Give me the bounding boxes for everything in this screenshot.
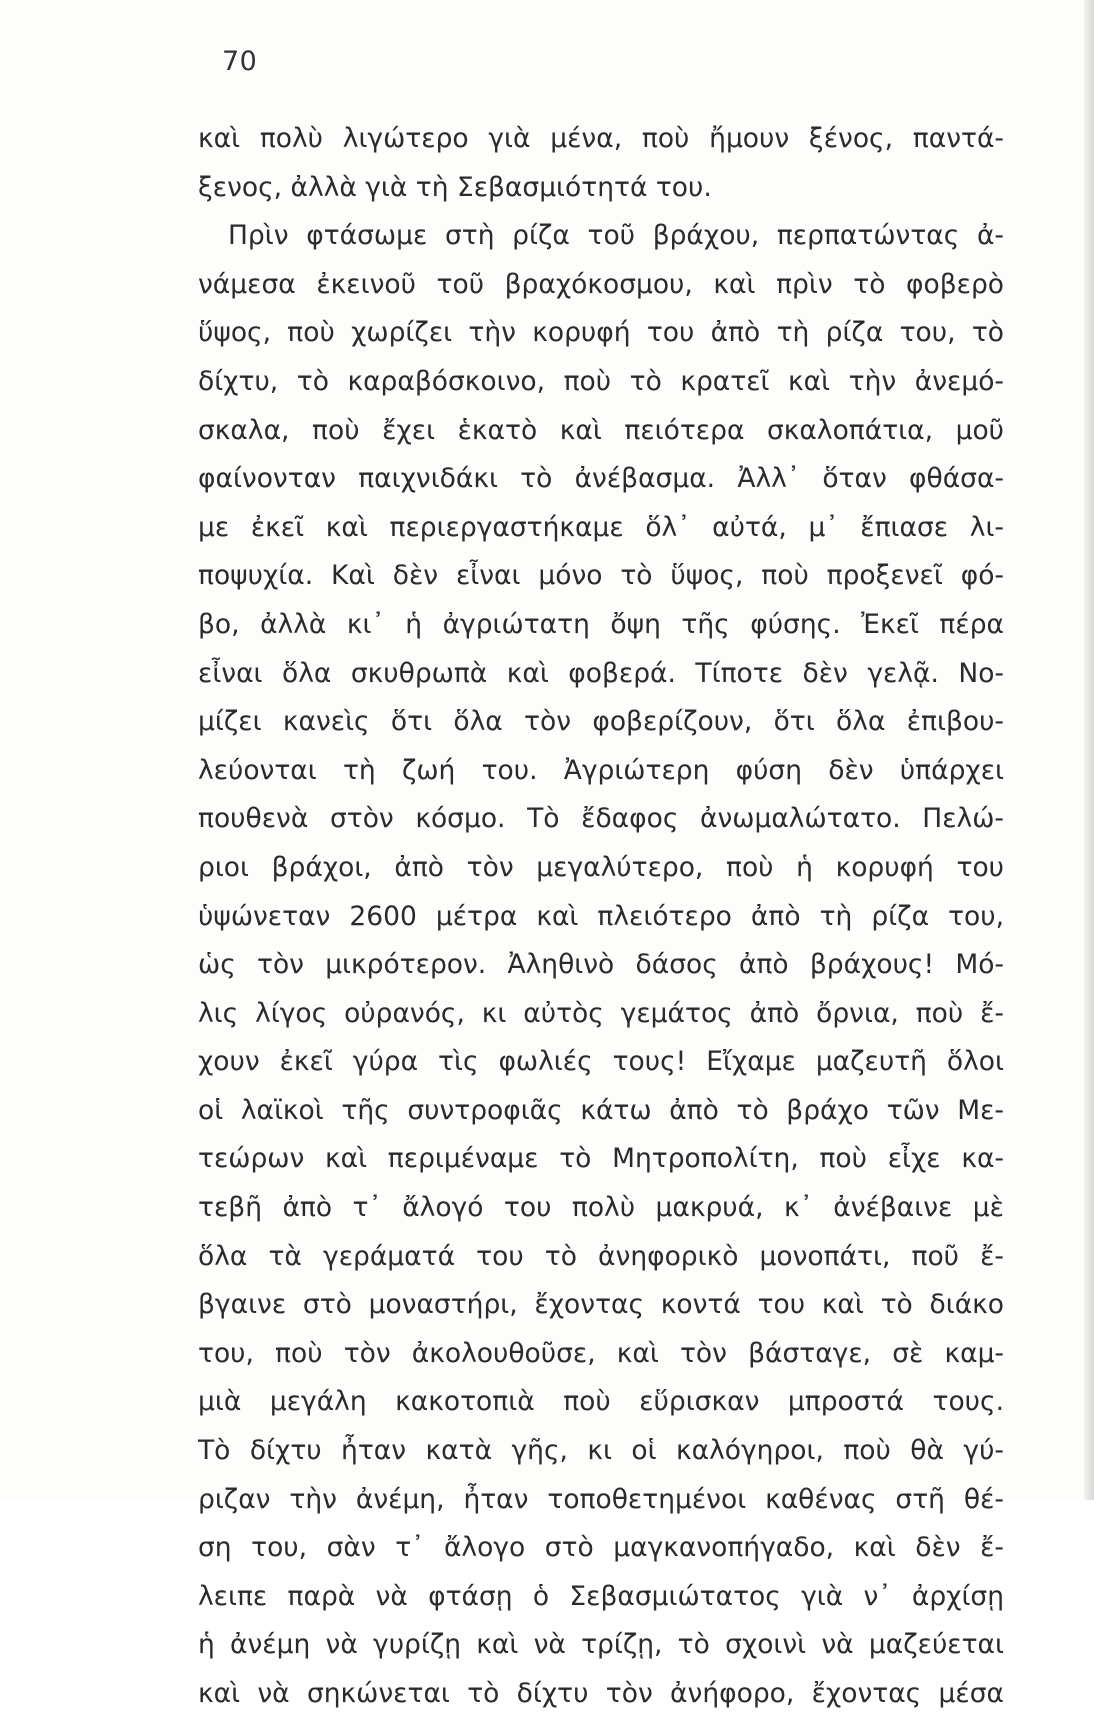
text-line: εἶναι ὅλα σκυθρωπὰ καὶ φοβερά. Τίποτε δὲν γελᾷ. Νο- xyxy=(198,657,1004,689)
text-line: ὑψώνεταν 2600 μέτρα καὶ πλειότερο ἀπὸ τὴ ρίζα του, xyxy=(198,900,1004,932)
text-line: φαίνονταν παιχνιδάκι τὸ ἀνέβασμα. Ἀλλ᾿ ὅταν φθάσα- xyxy=(198,463,1004,495)
text-line: του, ποὺ τὸν ἀκολουθοῦσε, καὶ τὸν βάσταγε, σὲ καμ- xyxy=(198,1337,1004,1369)
text-line: ριζαν τὴν ἀνέμη, ἦταν τοποθετημένοι καθένας στῆ θέ- xyxy=(198,1483,1004,1515)
text-line: ξενος, ἀλλὰ γιὰ τὴ Σεβασμιότητά του. xyxy=(198,171,712,203)
text-line: με ἐκεῖ καὶ περιεργαστήκαμε ὅλ᾿ αὐτά, μ᾿ ἔπιασε λι- xyxy=(198,511,1004,543)
text-line: λεύονται τὴ ζωή του. Ἀγριώτερη φύση δὲν ὑπάρχει xyxy=(198,754,1004,786)
text-line: μίζει κανεὶς ὅτι ὅλα τὸν φοβερίζουν, ὅτι ὅλα ἐπιβου- xyxy=(198,706,1004,738)
text-line: σκαλα, ποὺ ἔχει ἑκατὸ καὶ πειότερα σκαλοπάτια, μοῦ xyxy=(198,414,1004,446)
text-line: χουν ἐκεῖ γύρα τὶς φωλιές τους! Εἴχαμε μαζευτῆ ὅλοι xyxy=(198,1046,1004,1078)
text-line: λις λίγος οὐρανός, κι αὐτὸς γεμάτος ἀπὸ ὄρνια, ποὺ ἔ- xyxy=(198,997,1004,1029)
page-edge-shadow xyxy=(1084,0,1094,1500)
text-line: μιὰ μεγάλη κακοτοπιὰ ποὺ εὕρισκαν μπροστά τους. xyxy=(198,1386,1004,1418)
text-line: δίχτυ, τὸ καραβόσκοινο, ποὺ τὸ κρατεῖ καὶ τὴν ἀνεμό- xyxy=(198,365,1004,397)
text-line: ριοι βράχοι, ἀπὸ τὸν μεγαλύτερο, ποὺ ἡ κορυφή του xyxy=(198,851,1004,883)
text-line: ἡ ἀνέμη νὰ γυρίζῃ καὶ νὰ τρίζῃ, τὸ σχοινὶ νὰ μαζεύεται xyxy=(198,1629,1004,1661)
text-line: πουθενὰ στὸν κόσμο. Τὸ ἔδαφος ἀνωμαλώτατο. Πελώ- xyxy=(198,803,1004,835)
body-text xyxy=(198,115,1004,1719)
text-line: καὶ νὰ σηκώνεται τὸ δίχτυ τὸν ἀνήφορο, ἔχοντας μέσα xyxy=(198,1678,1004,1709)
text-line: νάμεσα ἐκεινοῦ τοῦ βραχόκοσμου, καὶ πρὶν τὸ φοβερὸ xyxy=(198,268,1004,300)
text-line: ὡς τὸν μικρότερον. Ἀληθινὸ δάσος ἀπὸ βράχους! Μό- xyxy=(198,949,1004,981)
text-line: καὶ πολὺ λιγώτερο γιὰ μένα, ποὺ ἤμουν ξένος, παντά- xyxy=(198,123,1004,154)
text-line: βο, ἀλλὰ κι᾿ ἡ ἀγριώτατη ὄψη τῆς φύσης. Ἐκεῖ πέρα xyxy=(198,608,1004,640)
text-line: Πρὶν φτάσωμε στὴ ρίζα τοῦ βράχου, περπατώντας ἀ- xyxy=(228,220,1004,252)
text-line: ποψυχία. Καὶ δὲν εἶναι μόνο τὸ ὕψος, ποὺ προξενεῖ φό- xyxy=(198,560,1004,592)
page-number: 70 xyxy=(222,46,258,77)
text-line: ὅλα τὰ γεράματά του τὸ ἀνηφορικὸ μονοπάτι, ποῦ ἔ- xyxy=(198,1240,1004,1272)
text-line: λειπε παρὰ νὰ φτάσῃ ὁ Σεβασμιώτατος γιὰ ν᾿ ἀρχίσῃ xyxy=(198,1580,1004,1612)
text-line: Τὸ δίχτυ ἦταν κατὰ γῆς, κι οἱ καλόγηροι, ποὺ θὰ γύ- xyxy=(198,1435,1004,1467)
text-line: ὕψος, ποὺ χωρίζει τὴν κορυφή του ἀπὸ τὴ ρίζα του, τὸ xyxy=(198,317,1004,349)
text-line: τεβῆ ἀπὸ τ᾿ ἄλογό του πολὺ μακρυά, κ᾿ ἀνέβαινε μὲ xyxy=(198,1192,1004,1224)
text-line: ση του, σὰν τ᾿ ἄλογο στὸ μαγκανοπήγαδο, καὶ δὲν ἔ- xyxy=(198,1532,1004,1564)
text-line: τεώρων καὶ περιμέναμε τὸ Μητροπολίτη, ποὺ εἶχε κα- xyxy=(198,1143,1004,1175)
text-line: βγαινε στὸ μοναστήρι, ἔχοντας κοντά του καὶ τὸ διάκο xyxy=(198,1289,1004,1321)
text-line: οἱ λαϊκοὶ τῆς συντροφιᾶς κάτω ἀπὸ τὸ βράχο τῶν Με- xyxy=(198,1094,1004,1126)
